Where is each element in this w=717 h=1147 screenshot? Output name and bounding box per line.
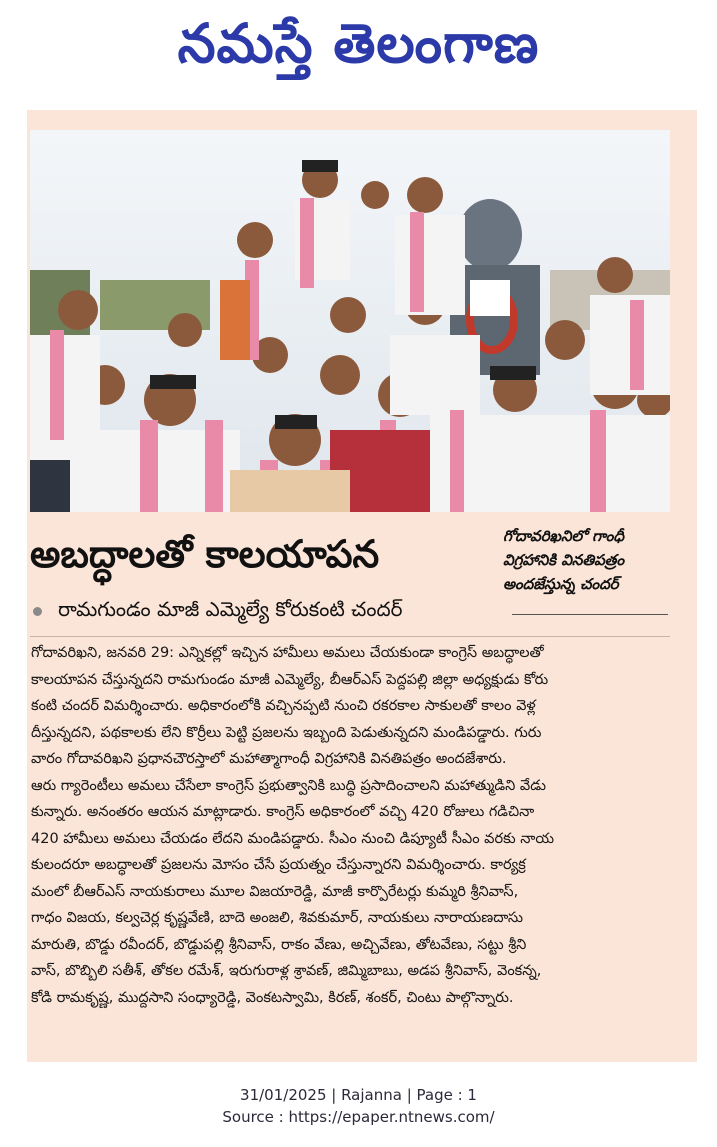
body-line: మారుతి, బొడ్డు రవీందర్, బొడ్డుపల్లి శ్రీనివాస్, రాకం వేణు, అచ్చివేణు, తోటవేణు, సట్టు శ్రీని [31, 936, 527, 953]
body-line: వాస్, బొబ్బిలి సతీశ్, తోకల రమేశ్, ఇరుగురాళ్ల శ్రావణ్, జిమ్మిబాబు, అడప శ్రీనివాస్, వెంకన్న, [31, 963, 542, 979]
caption-underline [512, 614, 668, 615]
body-line: కాలయాపన చేస్తున్నదని రామగుండం మాజీ ఎమ్మెల్యే, బీఆర్ఎస్ పెద్దపల్లి జిల్లా అధ్యక్షుడు కోరు [31, 671, 549, 688]
subheadline-text: రామగుండం మాజీ ఎమ్మెల్యే కోరుకంటి చందర్ [58, 596, 403, 621]
footer-source: Source : https://epaper.ntnews.com/ [222, 1108, 495, 1126]
masthead [0, 0, 717, 100]
body-line: దీస్తున్నదని, పథకాలకు లేని కొర్రీలు పెట్టి ప్రజలను ఇబ్బంది పెడుతున్నదని మండిపడ్డారు. గురు [31, 724, 542, 741]
article-body [31, 640, 663, 1011]
body-line: కంటి చందర్ విమర్శించారు. అధికారంలోకి వచ్చినప్పటి నుంచి రకరకాల సాకులతో కాలం వెళ్ల [31, 698, 536, 714]
bullet-icon [33, 607, 42, 616]
body-line: ఆరు గ్యారెంటీలు అమలు చేసేలా కాంగ్రెస్ ప్రభుత్వానికి బుద్ధి ప్రసాదించాలని మహాత్ముడిని వేడు [31, 777, 546, 794]
body-line: కులందరూ అబద్ధాలతో ప్రజలను మోసం చేసే ప్రయత్నం చేస్తున్నారని విమర్శించారు. కార్యక్ర [31, 857, 526, 873]
article-subheadline [27, 594, 497, 628]
body-line: గోదావరిఖని, జనవరి 29: ఎన్నికల్లో ఇచ్చిన హామీలు అమలు చేయకుండా కాంగ్రెస్ అబద్ధాలతో [31, 645, 544, 661]
body-line: కున్నారు. అనంతరం ఆయన మాట్లాడారు. కాంగ్రెస్ అధికారంలో వచ్చి 420 రోజులు గడిచినా [31, 804, 535, 820]
caption-line: అందజేస్తున్న చందర్ [503, 575, 619, 593]
photo-crowd-image [30, 130, 670, 512]
caption-line: గోదావరిఖనిలో గాంధీ [503, 527, 624, 545]
masthead-title: నమస్తే తెలంగాణ [177, 11, 540, 75]
section-divider [30, 636, 670, 637]
footer [0, 1084, 717, 1128]
body-line: మంలో బీఆర్ఎస్ నాయకురాలు మూల విజయారెడ్డి, మాజీ కార్పొరేటర్లు కుమ్మరి శ్రీనివాస్, [31, 883, 519, 900]
article-headline: అబద్ధాలతో కాలయాపన [30, 532, 380, 576]
caption-line: విగ్రహానికి వినతిపత్రం [503, 551, 625, 569]
footer-date-edition: 31/01/2025 | Rajanna | Page : 1 [240, 1086, 477, 1104]
body-line: 420 హామీలు అమలు చేయడం లేదని మండిపడ్డారు. సీఎం నుంచి డిప్యూటీ సీఎం వరకు నాయ [31, 830, 554, 847]
body-line: గాధం విజయ, కల్వచెర్ల కృష్ణవేణి, బాదె అంజలి, శివకుమార్, నాయకులు నారాయణదాసు [31, 910, 524, 926]
body-line: కోడి రామకృష్ణ, ముద్దసాని సంధ్యారెడ్డి, వెంకటస్వామి, కిరణ్, శంకర్, చింటు పాల్గొన్నారు. [31, 989, 514, 1006]
body-line: వారం గోదావరిఖని ప్రధానచౌరస్తాలో మహాత్మాగాంధీ విగ్రహానికి వినతిపత్రం అందజేశారు. [31, 751, 507, 767]
news-clipping [27, 110, 697, 1062]
photo-caption [503, 524, 669, 596]
